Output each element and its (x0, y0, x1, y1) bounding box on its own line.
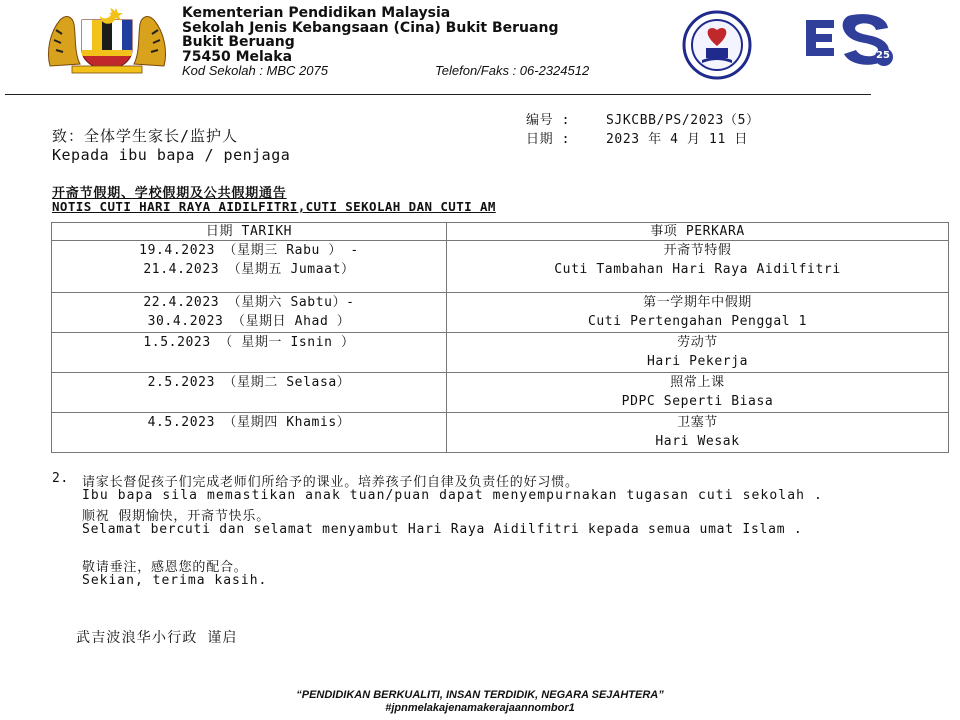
row-date: 2.5.2023 （星期二 Selasa） (52, 373, 447, 413)
row-date: 19.4.2023 （星期三 Rabu ） - 21.4.2023 （星期五 Jumaat） (52, 241, 447, 293)
body-line-malay-2: Selamat bercuti dan selamat menyambut Hari Raya Aidilfitri kepada semua umat Islam . (82, 522, 803, 537)
school-phone: Telefon/Faks : 06-2324512 (435, 63, 590, 78)
row-date: 1.5.2023 （ 星期一 Isnin ） (52, 333, 447, 373)
row-event: 第一学期年中假期 Cuti Pertengahan Penggal 1 (447, 293, 949, 333)
notice-title-chinese: 开斋节假期、学校假期及公共假期通告 (52, 186, 287, 201)
date-value: 2023 年 4 月 11 日 (606, 132, 748, 147)
table-row (52, 413, 949, 453)
closing-chinese: 敬请垂注，感恩您的配合。 (82, 560, 248, 575)
table-row (52, 373, 949, 413)
row-event: 劳动节 Hari Pekerja (447, 333, 949, 373)
row-date: 4.5.2023 （星期四 Khamis） (52, 413, 447, 453)
ref-label: 编号 : (526, 113, 571, 128)
body-line-chinese-1: 请家长督促孩子们完成老师们所给予的课业。培养孩子们自律及负责任的好习惯。 (82, 475, 579, 490)
school-header (182, 6, 558, 64)
footer-hashtag: #jpnmelakajenamakerajaannombor1 (385, 702, 575, 714)
body-line-malay-1: Ibu bapa sila memastikan anak tuan/puan dapat menyempurnakan tugasan cuti sekolah . (82, 488, 823, 503)
row-event: 卫塞节 Hari Wesak (447, 413, 949, 453)
table-row (52, 333, 949, 373)
header-divider (5, 94, 871, 95)
row-date: 22.4.2023 （星期六 Sabtu）- 30.4.2023 （星期日 Ahad ） (52, 293, 447, 333)
table-header-row (52, 223, 949, 241)
row-event: 照常上课 PDPC Seperti Biasa (447, 373, 949, 413)
table-row (52, 241, 949, 293)
ref-value: SJKCBB/PS/2023（5） (606, 113, 760, 128)
row-event: 开斋节特假 Cuti Tambahan Hari Raya Aidilfitri (447, 241, 949, 293)
date-label: 日期 : (526, 132, 571, 147)
recipient-chinese: 致：全体学生家长/监护人 (52, 127, 239, 145)
signature: 武吉波浪华小行政 谨启 (76, 630, 238, 646)
ministry-name: Kementerian Pendidikan Malaysia (182, 5, 451, 21)
school-postcode: 75450 Melaka (182, 48, 293, 65)
malaysia-crest-logo (44, 6, 170, 74)
anniversary-number: 25 (876, 50, 890, 61)
item-number: 2. (52, 471, 69, 486)
body-line-chinese-2: 顺祝 假期愉快，开斋节快乐。 (82, 509, 271, 524)
recipient-malay: Kepada ibu bapa / penjaga (52, 146, 291, 164)
closing-malay: Sekian, terima kasih. (82, 573, 268, 588)
school-emblem-logo (682, 10, 752, 80)
footer-motto: “PENDIDIKAN BERKUALITI, INSAN TERDIDIK, NEGARA SEJAHTERA” (296, 689, 664, 701)
anniversary-25-logo (800, 10, 896, 68)
notice-title-malay: NOTIS CUTI HARI RAYA AIDILFITRI,CUTI SEKOLAH DAN CUTI AM (52, 199, 496, 214)
school-town: Bukit Beruang (182, 34, 295, 50)
table-header-event: 事项 PERKARA (447, 223, 949, 241)
table-header-date: 日期 TARIKH (52, 223, 447, 241)
table-row (52, 293, 949, 333)
school-name: Sekolah Jenis Kebangsaan (Cina) Bukit Beruang (182, 19, 559, 36)
school-code: Kod Sekolah : MBC 2075 (182, 63, 328, 78)
holiday-table (51, 222, 949, 453)
